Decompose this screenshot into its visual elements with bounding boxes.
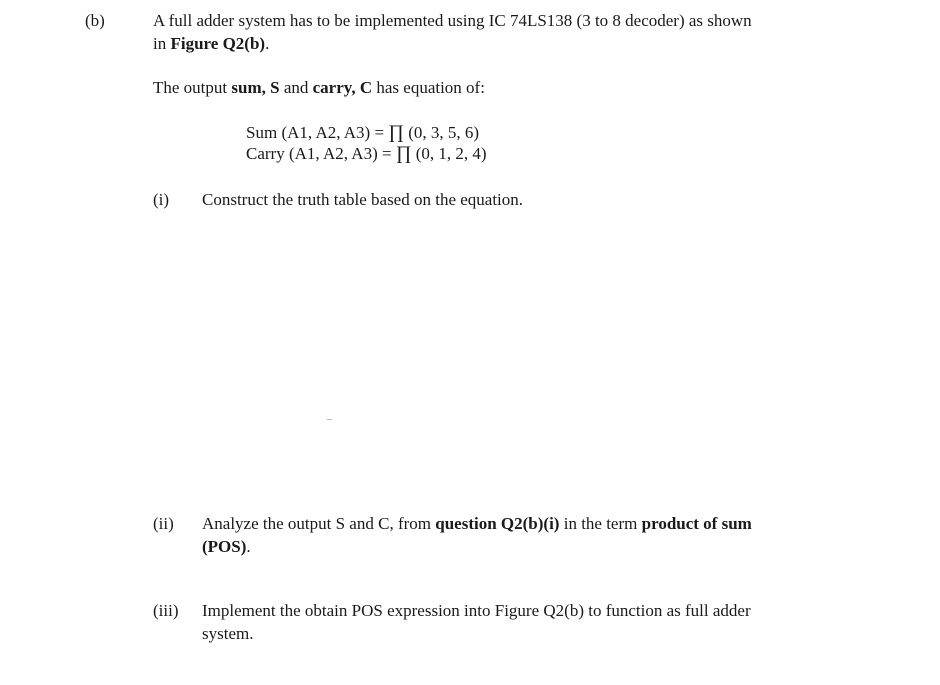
question-ii-line-2 bbox=[202, 536, 251, 558]
question-ii-prefix: Analyze the output S and C, from bbox=[202, 514, 436, 533]
question-reference: question Q2(b)(i) bbox=[435, 514, 560, 533]
question-i-label: (i) bbox=[153, 190, 170, 209]
output-carry-term: carry, C bbox=[312, 78, 373, 97]
output-statement-prefix: The output bbox=[153, 78, 232, 97]
pos-term: product of sum bbox=[641, 514, 752, 533]
carry-equation-args: (A1, A2, A3) bbox=[288, 144, 378, 163]
question-iii-label: (iii) bbox=[153, 601, 179, 620]
intro-line-2-suffix: . bbox=[265, 34, 270, 53]
sum-equation bbox=[246, 122, 479, 144]
product-symbol: ∏ bbox=[395, 143, 412, 164]
figure-reference: Figure Q2(b) bbox=[170, 34, 266, 53]
question-i-text: Construct the truth table based on the equation. bbox=[202, 190, 524, 209]
sum-equation-name: Sum bbox=[246, 123, 278, 142]
question-ii-middle: in the term bbox=[559, 514, 642, 533]
output-sum-term: sum, S bbox=[231, 78, 280, 97]
carry-equation-terms: (0, 1, 2, 4) bbox=[415, 144, 487, 163]
carry-equation bbox=[246, 143, 487, 165]
carry-equation-op: = bbox=[382, 144, 392, 163]
sum-equation-args: (A1, A2, A3) bbox=[281, 123, 371, 142]
question-ii-label: (ii) bbox=[153, 514, 174, 533]
sum-equation-op: = bbox=[374, 123, 385, 142]
intro-line-1: A full adder system has to be implemented using IC 74LS138 (3 to 8 decoder) as shown bbox=[153, 11, 752, 30]
product-symbol: ∏ bbox=[388, 122, 404, 143]
intro-line-2 bbox=[153, 33, 269, 55]
question-ii-line-1 bbox=[202, 513, 752, 535]
pos-abbreviation: (POS) bbox=[202, 537, 247, 556]
scan-artifact bbox=[327, 419, 332, 420]
question-iii-line-2: system. bbox=[202, 624, 254, 643]
question-ii-suffix: . bbox=[246, 537, 251, 556]
output-statement-suffix: has equation of: bbox=[372, 78, 485, 97]
part-label: (b) bbox=[85, 11, 105, 30]
sum-equation-terms: (0, 3, 5, 6) bbox=[408, 123, 480, 142]
question-iii-line-1: Implement the obtain POS expression into Figure Q2(b) to function as full adder bbox=[202, 601, 751, 620]
output-statement-middle: and bbox=[279, 78, 313, 97]
intro-line-2-prefix: in bbox=[153, 34, 171, 53]
carry-equation-name: Carry bbox=[246, 144, 285, 163]
output-statement bbox=[153, 77, 485, 99]
